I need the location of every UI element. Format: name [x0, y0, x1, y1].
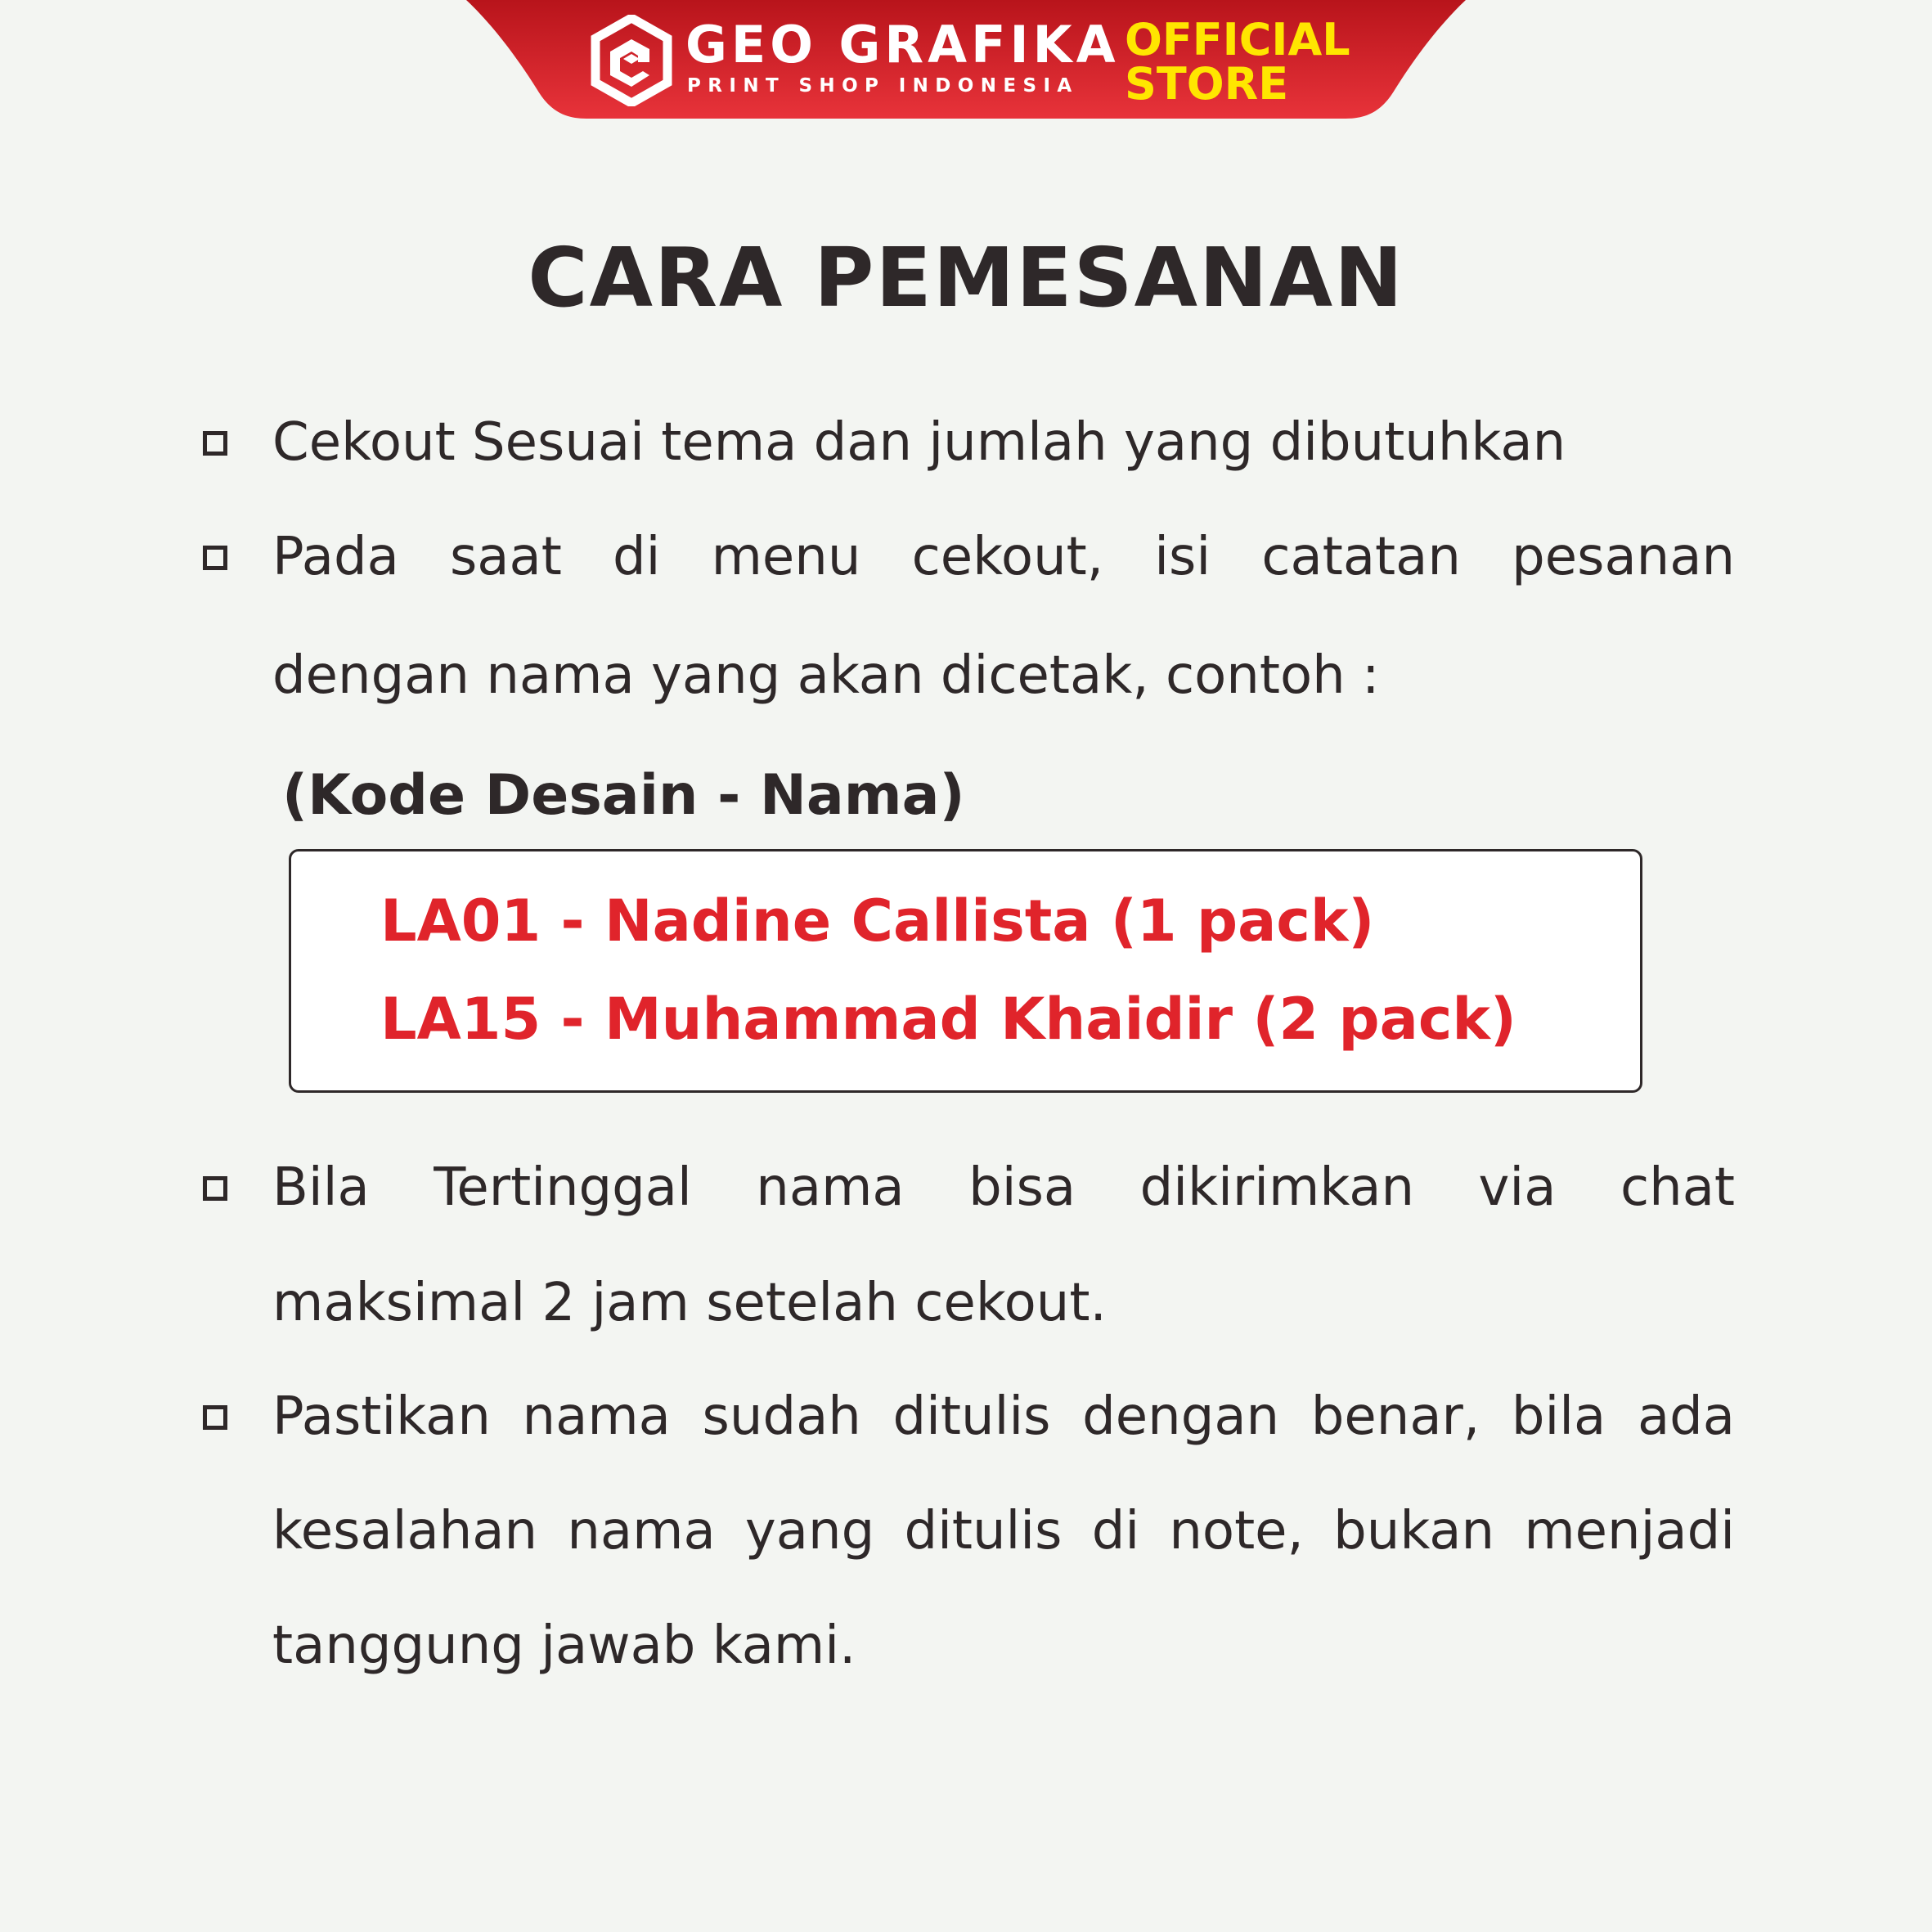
step-1-line-1: Cekout Sesuai tema dan jumlah yang dibutuhkan: [272, 412, 1566, 473]
step-2-line-1: Pada saat di menu cekout, isi catatan pesanan: [272, 527, 1735, 587]
example-box: [289, 849, 1642, 1093]
example-item-2: LA15 - Muhammad Khaidir (2 pack): [380, 986, 1516, 1053]
header-banner: [0, 0, 1932, 123]
square-bullet-icon: [203, 1176, 227, 1201]
step-2-line-2: dengan nama yang akan dicetak, contoh :: [272, 645, 1380, 706]
brand-name: GEO GRAFIKA: [685, 15, 1120, 74]
step-4-line-3: tanggung jawab kami.: [272, 1615, 856, 1676]
store-label-line1: OFFICIAL: [1125, 14, 1350, 65]
square-bullet-icon: [203, 431, 227, 456]
step-4-line-1: Pastikan nama sudah ditulis dengan benar, bila ada: [272, 1386, 1735, 1447]
page-title: CARA PEMESANAN: [528, 230, 1404, 326]
step-3-line-2: maksimal 2 jam setelah cekout.: [272, 1273, 1107, 1333]
store-label-line2: STORE: [1125, 58, 1289, 110]
square-bullet-icon: [203, 1405, 227, 1430]
example-format-label: (Kode Desain - Nama): [282, 763, 965, 828]
brand-tagline: PRINT SHOP INDONESIA: [687, 75, 1079, 97]
example-item-1: LA01 - Nadine Callista (1 pack): [380, 887, 1375, 955]
official-store-label: [1125, 14, 1350, 110]
square-bullet-icon: [203, 546, 227, 570]
step-4-line-2: kesalahan nama yang ditulis di note, bukan menjadi: [272, 1501, 1735, 1561]
hexagon-g-logo-icon: [591, 15, 672, 106]
step-3-line-1: Bila Tertinggal nama bisa dikirimkan via chat: [272, 1157, 1735, 1218]
